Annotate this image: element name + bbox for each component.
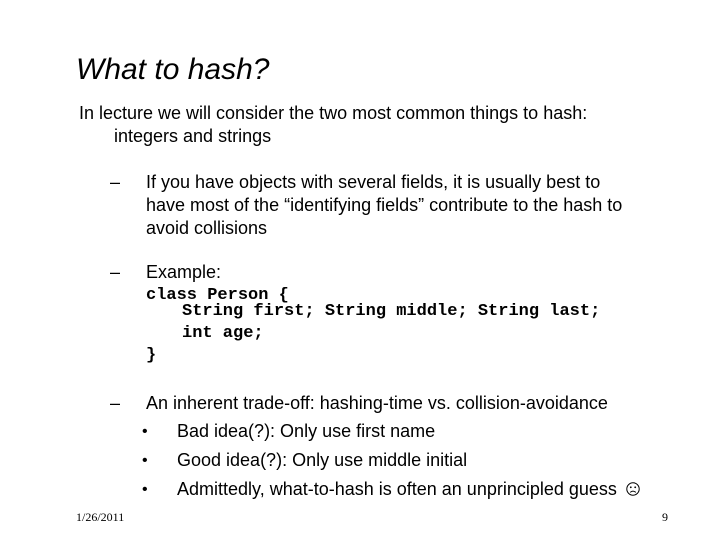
sub-point-1: Bad idea(?): Only use first name [177,421,436,441]
code-line-2: String first; String middle; String last; [182,302,601,321]
dash-marker: – [110,393,121,413]
code-line-4: } [146,346,157,365]
dash-marker: – [110,262,121,282]
code-line-3: int age; [182,324,264,343]
slide-title: What to hash? [76,53,270,86]
bullet-marker: • [142,452,148,469]
sub-point-3 [177,478,640,501]
code-line-1: class Person { [146,286,289,305]
intro-line-2: integers and strings [114,126,272,146]
bullet-marker: • [142,481,148,498]
sub-point-3-text: Admittedly, what-to-hash is often an unprincipled guess [177,479,617,499]
footer-date: 1/26/2011 [76,510,125,524]
frown-face-icon [626,482,640,496]
sub-point-2: Good idea(?): Only use middle initial [177,450,468,470]
bullet-marker: • [142,423,148,440]
page-number: 9 [662,510,668,524]
point1-line-2: have most of the “identifying fields” contribute to the hash to [146,195,623,215]
point1-line-3: avoid collisions [146,218,268,238]
example-label: Example: [146,262,222,282]
intro-line-1: In lecture we will consider the two most common things to hash: [79,103,588,123]
dash-marker: – [110,172,121,192]
point1-line-1: If you have objects with several fields, it is usually best to [146,172,601,192]
point3-text: An inherent trade-off: hashing-time vs. collision-avoidance [146,393,608,413]
